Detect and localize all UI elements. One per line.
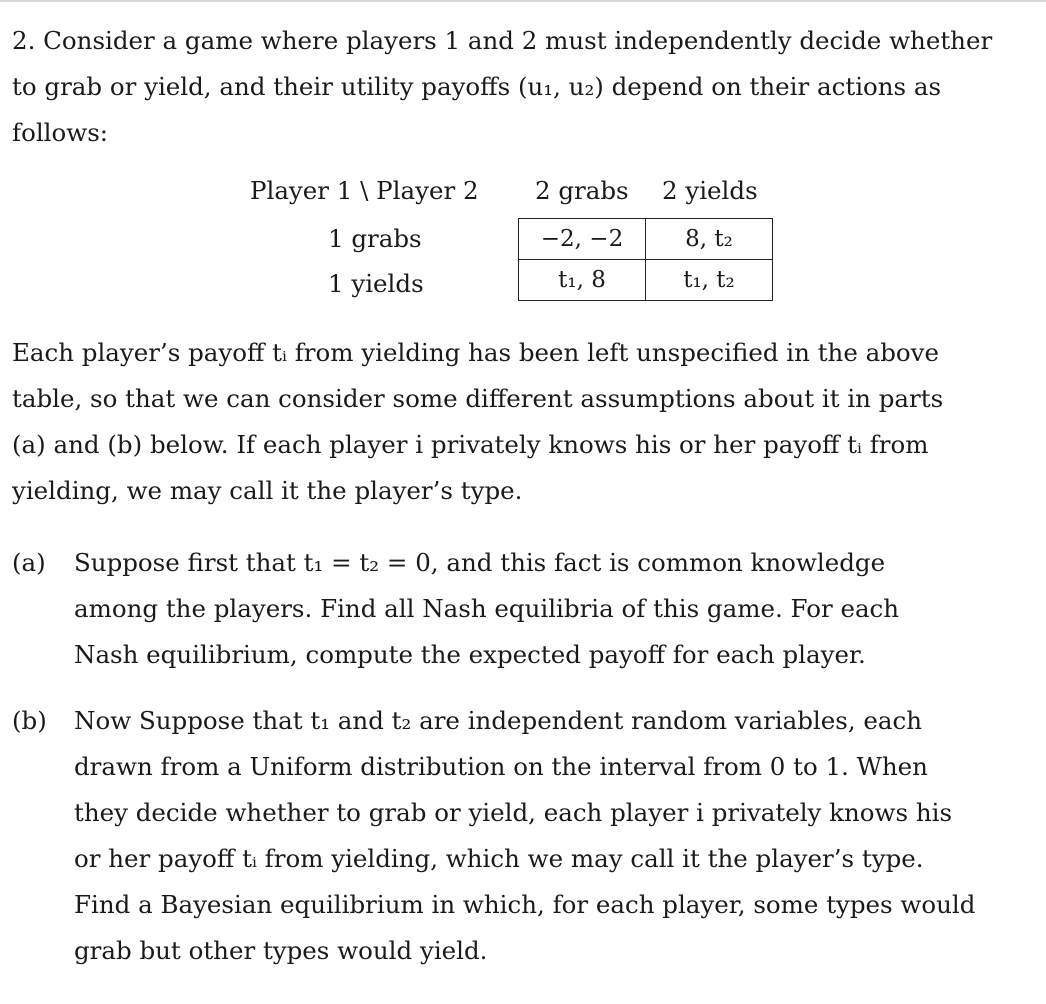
payoff-grid <box>518 218 773 301</box>
part-b-line: drawn from a Uniform distribution on the interval from 0 to 1. When <box>74 752 928 781</box>
part-b-line: grab but other types would yield. <box>74 936 488 965</box>
payoff-cell: −2, −2 <box>519 219 646 260</box>
payoff-matrix-header <box>250 172 790 216</box>
body-line: Each player’s payoff tᵢ from yielding has been left unspecified in the above <box>12 338 939 367</box>
payoff-cell: t₁, 8 <box>519 260 646 301</box>
top-divider <box>0 0 1046 2</box>
body-line: (a) and (b) below. If each player i privately knows his or her payoff tᵢ from <box>12 430 929 459</box>
part-a-line: Nash equilibrium, compute the expected payoff for each player. <box>74 640 866 669</box>
payoff-cell: 8, t₂ <box>646 219 773 260</box>
payoff-row <box>519 219 773 260</box>
part-b-text <box>74 698 1002 974</box>
part-a-line: Suppose first that t₁ = t₂ = 0, and this fact is common knowledge <box>74 548 886 577</box>
body-line: yielding, we may call it the player’s type. <box>12 476 523 505</box>
body-line: table, so that we can consider some different assumptions about it in parts <box>12 384 944 413</box>
problem-body <box>12 330 1002 514</box>
matrix-corner-label: Player 1 \ Player 2 <box>250 176 479 205</box>
part-a-line: among the players. Find all Nash equilibria of this game. For each <box>74 594 900 623</box>
row-label-1-grabs: 1 grabs <box>328 224 422 253</box>
part-b-line: they decide whether to grab or yield, each player i privately knows his <box>74 798 953 827</box>
payoff-row <box>519 260 773 301</box>
payoff-cell: t₁, t₂ <box>646 260 773 301</box>
payoff-matrix <box>250 172 790 312</box>
part-b-label: (b) <box>12 706 47 735</box>
intro-line: to grab or yield, and their utility payoffs (u₁, u₂) depend on their actions as <box>12 72 942 101</box>
column-header-2-grabs: 2 grabs <box>535 176 629 205</box>
intro-line: 2. Consider a game where players 1 and 2 must independently decide whether <box>12 26 993 55</box>
part-a-text <box>74 540 1002 678</box>
intro-line: follows: <box>12 118 109 147</box>
part-a-label: (a) <box>12 548 46 577</box>
row-label-1-yields: 1 yields <box>328 269 424 298</box>
part-b-line: or her payoff tᵢ from yielding, which we may call it the player’s type. <box>74 844 924 873</box>
part-b-line: Now Suppose that t₁ and t₂ are independent random variables, each <box>74 706 923 735</box>
part-b-line: Find a Bayesian equilibrium in which, for each player, some types would <box>74 890 976 919</box>
column-header-2-yields: 2 yields <box>662 176 758 205</box>
problem-intro <box>12 18 1002 156</box>
